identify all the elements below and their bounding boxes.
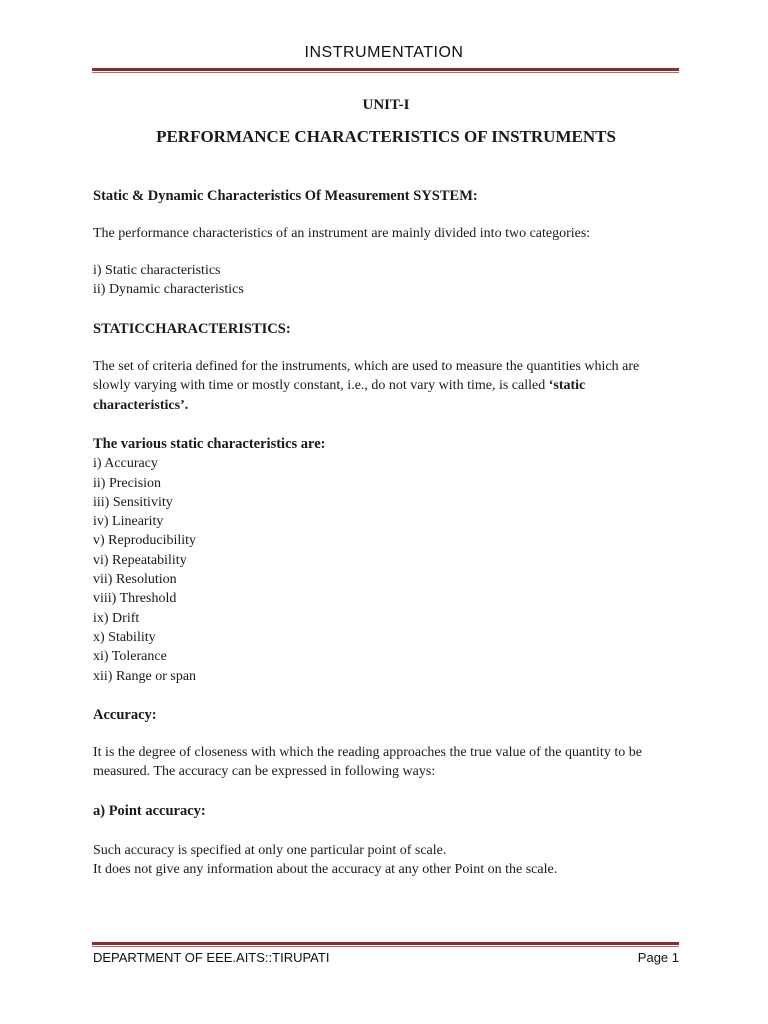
spacer bbox=[93, 821, 679, 841]
footer-rule-thick bbox=[92, 942, 679, 945]
spacer bbox=[93, 206, 679, 224]
list-item: ii) Dynamic characteristics bbox=[93, 282, 244, 298]
list-item: i) Static characteristics bbox=[93, 263, 221, 279]
list-item: ix) Drift bbox=[93, 610, 140, 626]
spacer bbox=[93, 300, 679, 320]
list-item: iv) Linearity bbox=[93, 514, 164, 530]
spacer bbox=[93, 147, 679, 187]
spacer bbox=[93, 339, 679, 357]
list-item: vii) Resolution bbox=[93, 572, 177, 588]
static-definition-term: ‘static characteristics’. bbox=[93, 378, 586, 413]
footer-page-number: Page 1 bbox=[637, 950, 679, 965]
list-item: x) Stability bbox=[93, 629, 156, 645]
unit-label: UNIT-I bbox=[362, 97, 410, 113]
section-heading-static-dynamic: Static & Dynamic Characteristics Of Measurement SYSTEM: bbox=[93, 187, 478, 204]
footer-rule-thin bbox=[92, 946, 679, 947]
running-header: INSTRUMENTATION bbox=[304, 44, 464, 61]
section-heading-accuracy: Accuracy: bbox=[93, 706, 157, 723]
list-item: xii) Range or span bbox=[93, 668, 197, 684]
section-heading-static: STATICCHARACTERISTICS: bbox=[93, 320, 291, 337]
header-rule-thick bbox=[92, 68, 679, 71]
list-item: xi) Tolerance bbox=[93, 649, 167, 665]
list-item: i) Accuracy bbox=[93, 456, 158, 472]
static-definition-text: The set of criteria defined for the instruments, which are used to measure the quantities which are slowly varying with time or mostly constant, i.e., do not vary with time, is called bbox=[93, 359, 640, 394]
page-content bbox=[93, 96, 679, 880]
static-characteristics-list bbox=[93, 454, 679, 686]
header-rule bbox=[92, 68, 679, 73]
header-rule-thin bbox=[92, 72, 679, 73]
list-item: vi) Repeatability bbox=[93, 552, 187, 568]
static-definition-paragraph bbox=[93, 357, 679, 415]
page-title: PERFORMANCE CHARACTERISTICS OF INSTRUMENTS bbox=[156, 127, 616, 147]
spacer bbox=[93, 686, 679, 706]
list-item: viii) Threshold bbox=[93, 591, 177, 607]
intro-paragraph: The performance characteristics of an instrument are mainly divided into two categories: bbox=[93, 225, 591, 241]
spacer bbox=[93, 725, 679, 743]
categories-list bbox=[93, 261, 679, 300]
footer-rule bbox=[92, 942, 679, 947]
spacer bbox=[93, 782, 679, 802]
list-item: v) Reproducibility bbox=[93, 533, 197, 549]
accuracy-paragraph: It is the degree of closeness with which the reading approaches the true value of the quantity to be measured. The accuracy can be expressed in following ways: bbox=[93, 745, 642, 780]
list-item: ii) Precision bbox=[93, 475, 162, 491]
point-accuracy-line: Such accuracy is specified at only one particular point of scale. bbox=[93, 843, 447, 859]
spacer bbox=[93, 415, 679, 435]
list-item: iii) Sensitivity bbox=[93, 494, 173, 510]
section-heading-point-accuracy: a) Point accuracy: bbox=[93, 802, 206, 819]
spacer bbox=[93, 243, 679, 261]
footer-department: DEPARTMENT OF EEE.AITS::TIRUPATI bbox=[93, 950, 330, 965]
point-accuracy-line: It does not give any information about the accuracy at any other Point on the scale. bbox=[93, 862, 558, 878]
section-heading-various: The various static characteristics are: bbox=[93, 435, 326, 452]
